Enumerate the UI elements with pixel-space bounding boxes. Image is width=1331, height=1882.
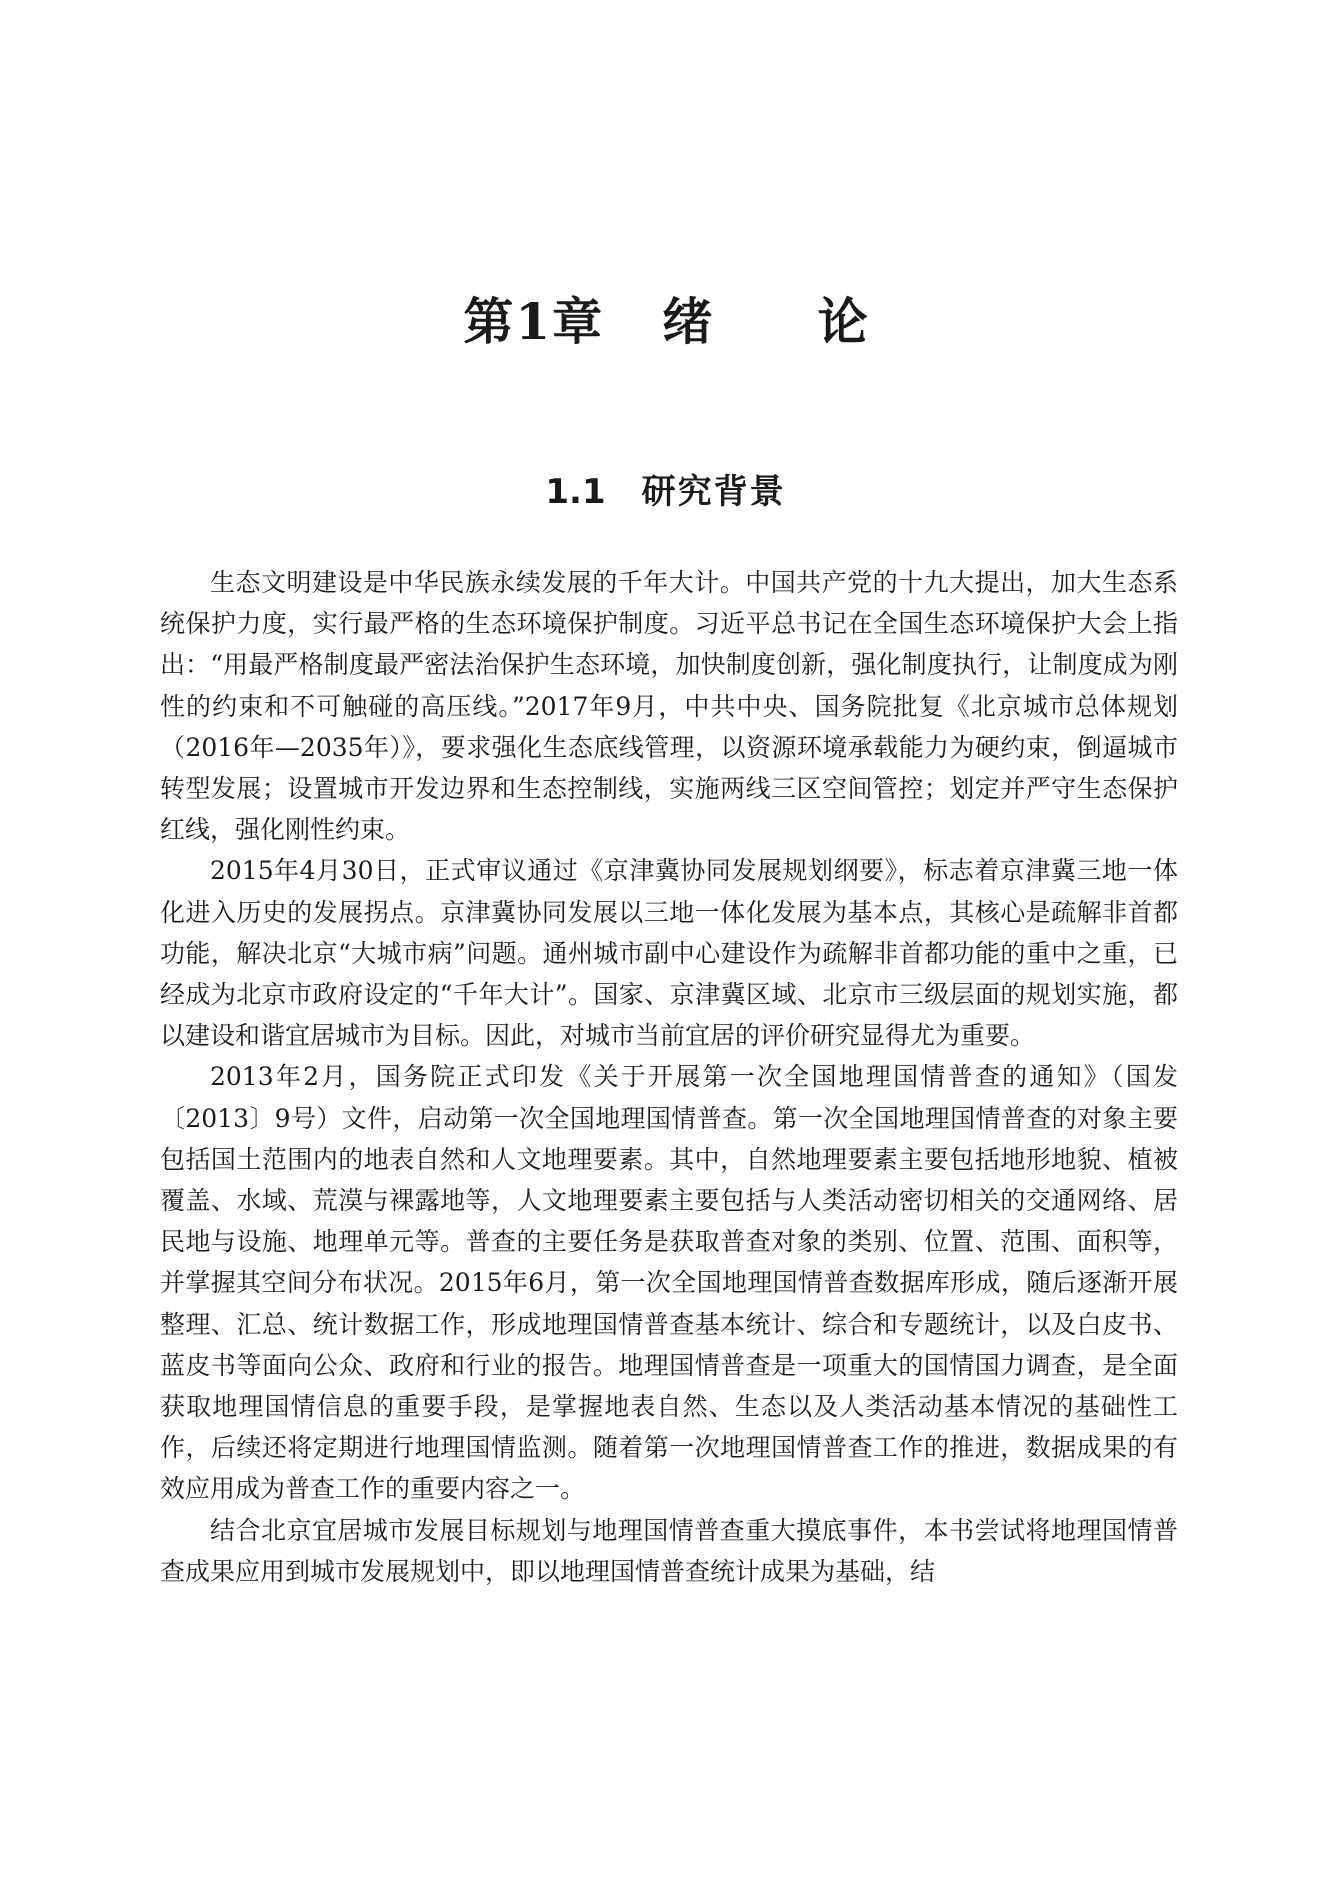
chapter-heading [0,292,1331,352]
chapter-title: 绪 论 [662,292,912,351]
section-number: 1.1 [545,472,606,512]
paragraph-2: 2015年4月30日，正式审议通过《京津冀协同发展规划纲要》，标志着京津冀三地一体化进入历史的发展拐点。京津冀协同发展以三地一体化发展为基本点，其核心是疏解非首都功能，解决北京“大城市病”问题。通州城市副中心建设作为疏解非首都功能的重中之重，已经成为北京市政府设定的“千年大计”。国家、京津冀区域、北京市三级层面的规划实施，都以建设和谐宜居城市为目标。因此，对城市当前宜居的评价研究显得尤为重要。 [160,856,1178,1051]
paragraph-3: 2013年2月，国务院正式印发《关于开展第一次全国地理国情普查的通知》（国发〔2013〕9号）文件，启动第一次全国地理国情普查。第一次全国地理国情普查的对象主要包括国土范围内的地表自然和人文地理要素。其中，自然地理要素主要包括地形地貌、植被覆盖、水域、荒漠与裸露地等，人文地理要素主要包括与人类活动密切相关的交通网络、居民地与设施、地理单元等。普查的主要任务是获取普查对象的类别、位置、范围、面积等，并掌握其空间分布状况。2015年6月，第一次全国地理国情普查数据库形成，随后逐渐开展整理、汇总、统计数据工作，形成地理国情普查基本统计、综合和专题统计，以及白皮书、蓝皮书等面向公众、政府和行业的报告。地理国情普查是一项重大的国情国力调查，是全面获取地理国情信息的重要手段，是掌握地表自然、生态以及人类活动基本情况的基础性工作，后续还将定期进行地理国情监测。随着第一次地理国情普查工作的推进，数据成果的有效应用成为普查工作的重要内容之一。 [160,1062,1178,1504]
paragraph-1: 生态文明建设是中华民族永续发展的千年大计。中国共产党的十九大提出，加大生态系统保护力度，实行最严格的生态环境保护制度。习近平总书记在全国生态环境保护大会上指出：“用最严格制度最严密法治保护生态环境，加快制度创新，强化制度执行，让制度成为刚性的约束和不可触碰的高压线。”2017年9月，中共中央、国务院批复《北京城市总体规划（2016年—2035年）》，要求强化生态底线管理，以资源环境承载能力为硬约束，倒逼城市转型发展；设置城市开发边界和生态控制线，实施两线三区空间管控；划定并严守生态保护红线，强化刚性约束。 [160,568,1178,845]
chapter-number: 第1章 [463,292,605,351]
paragraph-4: 结合北京宜居城市发展目标规划与地理国情普查重大摸底事件，本书尝试将地理国情普查成果应用到城市发展规划中，即以地理国情普查统计成果为基础，结 [160,1515,1178,1586]
section-title: 研究背景 [641,472,786,512]
section-heading [0,470,1331,514]
body-text [160,562,1178,1592]
